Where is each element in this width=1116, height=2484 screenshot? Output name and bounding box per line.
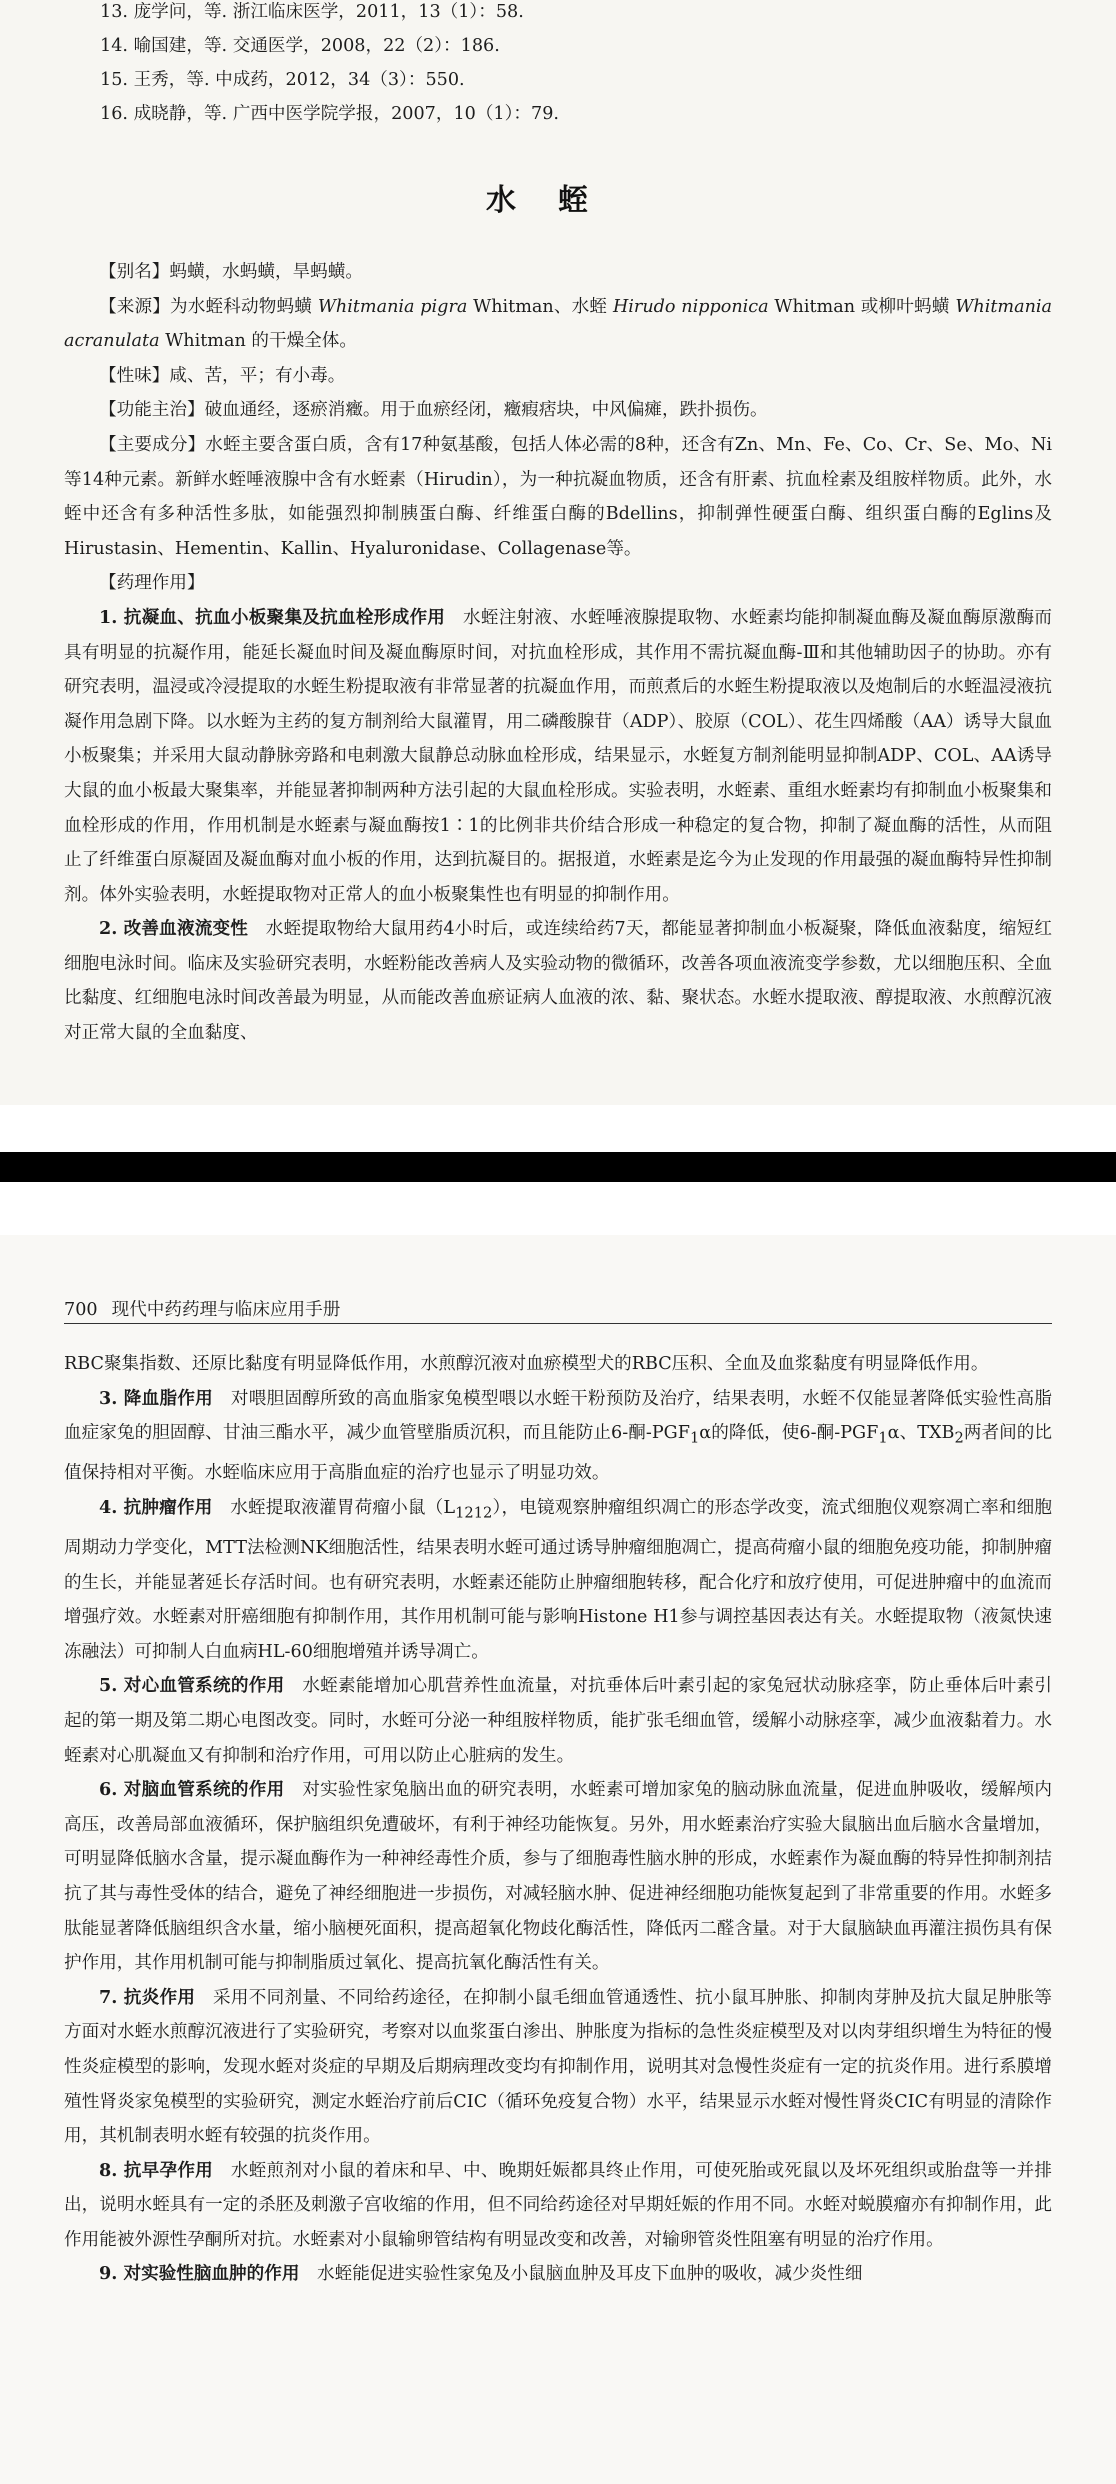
section-3-paragraph	[64, 1382, 1052, 1491]
function-line	[64, 393, 1052, 428]
section-3-body-d: 两者间的比值保持相对平衡。水蛭临床应用于高脂血症的治疗也显示了明显功效。	[64, 1423, 1052, 1484]
section-8-body: 水蛭煎剂对小鼠的着床和早、中、晚期妊娠都具终止作用，可使死胎或死鼠以及坏死组织或胎盘等一并排出，说明水蛭具有一定的杀胚及刺激子宫收缩的作用，但不同给药途径对早期妊娠的作用不同。水蛭对蜕膜瘤亦有抑制作用，此作用能被外源性孕酮所对抗。水蛭素对小鼠输卵管结构有明显改变和改善，对输卵管炎性阻塞有明显的治疗作用。	[64, 2160, 1052, 2250]
section-3-body-c: α、TXB	[887, 1423, 955, 1444]
section-3-body-b: α的降低，使6-酮-PGF	[699, 1423, 879, 1444]
lower-page-body	[64, 1347, 1052, 2292]
alias-line	[64, 255, 1052, 290]
nature-line	[64, 359, 1052, 394]
latin-name-2: Hirudo nipponica	[612, 296, 769, 317]
pharmacology-label: 【药理作用】	[99, 573, 205, 594]
section-1-body: 水蛭注射液、水蛭唾液腺提取物、水蛭素均能抑制凝血酶及凝血酶原激酶而具有明显的抗凝作用，能延长凝血时间及凝血酶原时间，对抗血栓形成，其作用不需抗凝血酶-Ⅲ和其他辅助因子的协助。亦有研究表明，温浸或冷浸提取的水蛭生粉提取液有非常显著的抗凝血作用，而煎煮后的水蛭生粉提取液以及炮制后的水蛭温浸液抗凝作用急剧下降。以水蛭为主药的复方制剂给大鼠灌胃，用二磷酸腺苷（ADP）、胶原（COL）、花生四烯酸（AA）诱导大鼠血小板聚集；并采用大鼠动静脉旁路和电刺激大鼠静总动脉血栓形成，结果显示，水蛭复方制剂能明显抑制ADP、COL、AA诱导大鼠的血小板最大聚集率，并能显著抑制两种方法引起的大鼠血栓形成。实验表明，水蛭素、重组水蛭素均有抑制血小板聚集和血栓形成的作用，作用机制是水蛭素与凝血酶按1∶1的比例非共价结合形成一种稳定的复合物，抑制了凝血酶的活性，从而阻止了纤维蛋白原凝固及凝血酶对血小板的作用，达到抗凝目的。据报道，水蛭素是迄今为止发现的作用最强的凝血酶特异性抑制剂。体外实验表明，水蛭提取物对正常人的血小板聚集性也有明显的抑制作用。	[64, 607, 1052, 905]
section-5-body: 水蛭素能增加心肌营养性血流量，对抗垂体后叶素引起的家兔冠状动脉痉挛，防止垂体后叶素引起的第一期及第二期心电图改变。同时，水蛭可分泌一种组胺样物质，能扩张毛细血管，缓解小动脉痉挛，减少血液黏着力。水蛭素对心肌凝血又有抑制和治疗作用，可用以防止心脏病的发生。	[64, 1676, 1052, 1766]
function-text: 破血通经，逐瘀消癥。用于血瘀经闭，癥瘕痞块，中风偏瘫，跌扑损伤。	[204, 400, 768, 421]
section-1-heading: 1. 抗凝血、抗血小板聚集及抗血栓形成作用	[99, 606, 446, 628]
running-title: 现代中药药理与临床应用手册	[111, 1300, 341, 1320]
reference-13: 13. 庞学问，等. 浙江临床医学，2011，13（1）：58.	[100, 2, 524, 22]
section-4-heading: 4. 抗肿瘤作用	[99, 1496, 213, 1518]
subscript-3: 2	[954, 1429, 964, 1447]
section-2-paragraph	[64, 912, 1052, 1050]
section-9-body: 水蛭能促进实验性家兔及小鼠脑血肿及耳皮下血肿的吸收，减少炎性细	[317, 2264, 863, 2285]
section-4-body-a: 水蛭提取液灌胃荷瘤小鼠（L	[230, 1497, 456, 1518]
section-4-body-b: ），电镜观察肿瘤组织凋亡的形态学改变，流式细胞仪观察凋亡率和细胞周期动力学变化，MTT法检测NK细胞活性，结果表明水蛭可通过诱导肿瘤细胞凋亡，提高荷瘤小鼠的细胞免疫功能，抑制肿瘤的生长，并能显著延长存活时间。也有研究表明，水蛭素还能防止肿瘤细胞转移，配合化疗和放疗使用，可促进肿瘤中的血流而增强疗效。水蛭素对肝癌细胞有抑制作用，其作用机制可能与影响Histone H1参与调控基因表达有关。水蛭提取物（液氮快速冻融法）可抑制人白血病HL-60细胞增殖并诱导凋亡。	[64, 1497, 1052, 1662]
page-number: 700	[64, 1300, 98, 1320]
function-label: 【功能主治】	[99, 400, 205, 421]
subscript-2: 1	[878, 1429, 888, 1447]
section-2-body: 水蛭提取物给大鼠用药4小时后，或连续给药7天，都能显著抑制血小板凝聚，降低血液黏度，缩短红细胞电泳时间。临床及实验研究表明，水蛭粉能改善病人及实验动物的微循环，改善各项血液流变学参数，尤以细胞压积、全血比黏度、红细胞电泳时间改善最为明显，从而能改善血瘀证病人血液的浓、黏、聚状态。水蛭水提取液、醇提取液、水煎醇沉液对正常大鼠的全血黏度、	[64, 919, 1052, 1044]
composition-label: 【主要成分】	[99, 434, 206, 455]
section-7-paragraph	[64, 1981, 1052, 2154]
subscript-1: 1	[689, 1429, 700, 1447]
section-6-body: 对实验性家兔脑出血的研究表明，水蛭素可增加家兔的脑动脉血流量，促进血肿吸收，缓解颅内高压，改善局部血液循环，保护脑组织免遭破坏，有利于神经功能恢复。另外，用水蛭素治疗实验大鼠脑出血后脑水含量增加，可明显降低脑水含量，提示凝血酶作为一种神经毒性介质，参与了细胞毒性脑水肿的形成，水蛭素作为凝血酶的特异性抑制剂拮抗了其与毒性受体的结合，避免了神经细胞进一步损伤，对减轻脑水肿、促进神经细胞功能恢复起到了非常重要的作用。水蛭多肽能显著降低脑组织含水量，缩小脑梗死面积，提高超氧化物歧化酶活性，降低丙二醛含量。对于大鼠脑缺血再灌注损伤具有保护作用，其作用机制可能与抑制脂质过氧化、提高抗氧化酶活性有关。	[64, 1780, 1052, 1974]
source-text-d: Whitman 的干燥全体。	[165, 331, 357, 352]
latin-name-3: Whitmania acranulata	[64, 296, 1053, 352]
source-text-b: Whitman、水蛭	[473, 296, 608, 317]
composition-text: 水蛭主要含蛋白质，含有17种氨基酸，包括人体必需的8种，还含有Zn、Mn、Fe、Co、Cr、Se、Mo、Ni等14种元素。新鲜水蛭唾液腺中含有水蛭素（Hirudin），为一种抗凝血物质，还含有肝素、抗血栓素及组胺样物质。此外，水蛭中还含有多种活性多肽，如能强烈抑制胰蛋白酶、纤维蛋白酶的Bdellins，抑制弹性硬蛋白酶、组织蛋白酶的Eglins及Hirustasin、Hementin、Kallin、Hyaluronidase、Collagenase等。	[64, 434, 1052, 559]
alias-label: 【别名】	[99, 262, 170, 282]
alias-text: 蚂蟥，水蚂蟥，旱蚂蟥。	[169, 262, 363, 282]
section-7-body: 采用不同剂量、不同给药途径，在抑制小鼠毛细血管通透性、抗小鼠耳肿胀、抑制肉芽肿及抗大鼠足肿胀等方面对水蛭水煎醇沉液进行了实验研究，考察对以血浆蛋白渗出、肿胀度为指标的急性炎症模型及对以肉芽组织增生为特征的慢性炎症模型的影响，发现水蛭对炎症的早期及后期病理改变均有抑制作用，说明其对急慢性炎症有一定的抗炎作用。进行系膜增殖性肾炎家兔模型的实验研究，测定水蛭治疗前后CIC（循环免疫复合物）水平，结果显示水蛭对慢性肾炎CIC有明显的清除作用，其机制表明水蛭有较强的抗炎作用。	[64, 1987, 1052, 2147]
entry-body	[64, 255, 1052, 1051]
source-text-c: Whitman 或柳叶蚂蟥	[774, 296, 950, 317]
section-4-paragraph	[64, 1491, 1052, 1669]
section-3-body-a: 对喂胆固醇所致的高血脂家兔模型喂以水蛭干粉预防及治疗，结果表明，水蛭不仅能显著降低实验性高脂血症家兔的胆固醇、甘油三酯水平，减少血管壁脂质沉积，而且能防止6-酮-PGF	[64, 1388, 1052, 1444]
section-6-paragraph	[64, 1773, 1052, 1981]
section-2-heading: 2. 改善血液流变性	[99, 918, 248, 940]
nature-label: 【性味】	[99, 365, 170, 386]
page-separator-bar	[0, 1152, 1116, 1182]
reference-16: 16. 成晓静，等. 广西中医学院学报，2007，10（1）：79.	[100, 104, 559, 124]
upper-page-scan	[0, 0, 1116, 1105]
subscript-l1212: 1212	[455, 1504, 493, 1522]
section-1-paragraph	[64, 601, 1052, 912]
running-header	[64, 1297, 1052, 1324]
source-label: 【来源】	[99, 296, 171, 317]
section-5-heading: 5. 对心血管系统的作用	[99, 1675, 285, 1697]
reference-15: 15. 王秀，等. 中成药，2012，34（3）：550.	[100, 70, 465, 90]
source-text-a: 为水蛭科动物蚂蟥	[170, 296, 313, 317]
nature-text: 咸、苦，平；有小毒。	[169, 365, 346, 386]
section-8-paragraph	[64, 2154, 1052, 2258]
continued-paragraph: RBC聚集指数、还原比黏度有明显降低作用，水煎醇沉液对血瘀模型犬的RBC压积、全血及血浆黏度有明显降低作用。	[64, 1354, 989, 1374]
section-6-heading: 6. 对脑血管系统的作用	[99, 1779, 285, 1801]
section-7-heading: 7. 抗炎作用	[99, 1986, 196, 2008]
composition-paragraph	[64, 428, 1052, 566]
entry-title: 水蛭	[486, 183, 630, 218]
section-9-heading: 9. 对实验性脑血肿的作用	[99, 2263, 300, 2285]
section-5-paragraph	[64, 1669, 1052, 1773]
latin-name-1: Whitmania pigra	[317, 296, 468, 317]
section-8-heading: 8. 抗早孕作用	[99, 2159, 214, 2181]
reference-14: 14. 喻国建，等. 交通医学，2008，22（2）：186.	[100, 36, 500, 56]
section-9-paragraph	[64, 2257, 1052, 2292]
section-3-heading: 3. 降血脂作用	[99, 1387, 214, 1409]
source-line	[64, 290, 1052, 359]
pharmacology-heading	[64, 566, 1052, 601]
